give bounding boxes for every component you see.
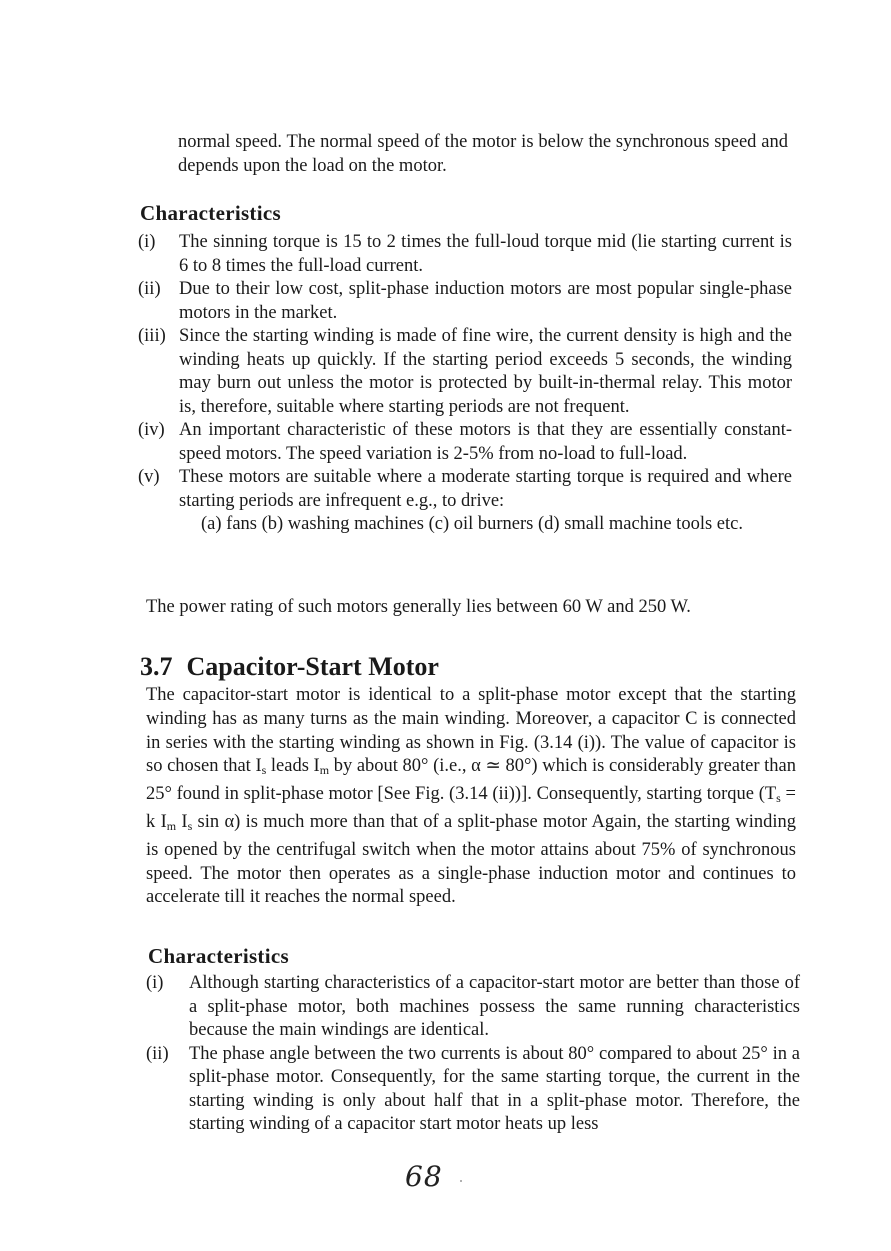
text-run: sin α) is much more than that of a split-phase motor Again, the starting winding is opened by the centrifugal switch when the motor attains about 75% of synchronous speed. The motor then operates as a single-phase induction motor and continues to accelerate till it reaches the normal speed. xyxy=(146,811,796,908)
text-run: by about 80° (i.e., α ≃ 80°) which is considerably greater than 25° found in split-phase motor [See Fig. (3.14 (ii))]. Consequently, starting torque (T xyxy=(146,756,796,805)
list-item xyxy=(138,278,792,325)
capacitor-start-paragraph xyxy=(146,684,796,910)
text-run: The capacitor-start motor is identical to a split-phase motor except that the starting winding has as many turns as the main winding. Moreover, a capacitor C is connected in series with the starting winding as shown in Fig. (3.14 (i)). The value of capacitor is so chosen that I xyxy=(146,685,796,777)
list-item-text: The phase angle between the two currents is about 80° compared to about 25° in a split-phase motor. Consequently, for the same starting torque, the current in the starting winding is only about half that in a split-phase motor. Therefore, the starting winding of a capacitor start motor heats up less xyxy=(189,1043,800,1134)
subscript: s xyxy=(261,763,267,778)
section-number: 3.7 xyxy=(140,652,173,681)
list-item-text: The sinning torque is 15 to 2 times the full-loud torque mid (lie starting current is 6 to 8 times the full-load current. xyxy=(179,232,792,276)
section-title xyxy=(140,652,439,682)
intro-paragraph: normal speed. The normal speed of the motor is below the synchronous speed and depends upon the load on the motor. xyxy=(178,132,788,176)
list-item-text: An important characteristic of these motors is that they are essentially constant-speed motors. The speed variation is 2-5% from no-load to full-load. xyxy=(179,420,792,464)
list-item xyxy=(146,972,800,1043)
power-rating-paragraph: The power rating of such motors generally lies between 60 W and 250 W. xyxy=(146,597,691,617)
text-run: leads I xyxy=(266,756,320,777)
list-item-number: (ii) xyxy=(138,279,161,299)
list-item xyxy=(146,1043,800,1137)
list-item-number: (iv) xyxy=(138,420,165,440)
subscript: s xyxy=(187,818,193,833)
list-item-text: Although starting characteristics of a capacitor-start motor are better than those of a split-phase motor, both machines possess the same running characteristics because the main windings are identical. xyxy=(189,973,800,1040)
example-line: (a) fans (b) washing machines (c) oil burners (d) small machine tools etc. xyxy=(201,514,743,534)
list-item xyxy=(138,419,792,466)
page-number: 68 xyxy=(405,1160,443,1193)
list-item-text: Due to their low cost, split-phase induction motors are most popular single-phase motors in the market. xyxy=(179,279,792,323)
subscript: m xyxy=(319,763,330,778)
list-item-number: (ii) xyxy=(146,1043,169,1064)
characteristics-list-1 xyxy=(138,231,792,537)
section-title-text: Capacitor-Start Motor xyxy=(186,652,439,681)
list-item-number: (i) xyxy=(146,973,164,993)
scan-speck xyxy=(460,1180,462,1182)
list-item-number: (iii) xyxy=(138,326,166,346)
list-item-text: These motors are suitable where a moderate starting torque is required and where starting periods are infrequent e.g., to drive: xyxy=(179,467,792,511)
subscript: m xyxy=(166,818,177,833)
list-item xyxy=(138,231,792,278)
text-run: = k I xyxy=(146,784,796,832)
list-item-text: Since the starting winding is made of fine wire, the current density is high and the winding heats up quickly. If the starting period exceeds 5 seconds, the winding may burn out unless the motor is protected by built-in-thermal relay. This motor is, therefore, suitable where starting periods are not frequent. xyxy=(179,326,792,417)
list-item-number: (i) xyxy=(138,232,156,252)
characteristics-heading-2: Characteristics xyxy=(148,944,289,968)
list-item xyxy=(138,325,792,419)
text-run: I xyxy=(176,811,188,832)
subscript: s xyxy=(776,791,781,806)
characteristics-list-2 xyxy=(146,972,800,1137)
characteristics-heading-1: Characteristics xyxy=(140,201,281,225)
list-item xyxy=(138,466,792,537)
list-item-number: (v) xyxy=(138,467,160,487)
